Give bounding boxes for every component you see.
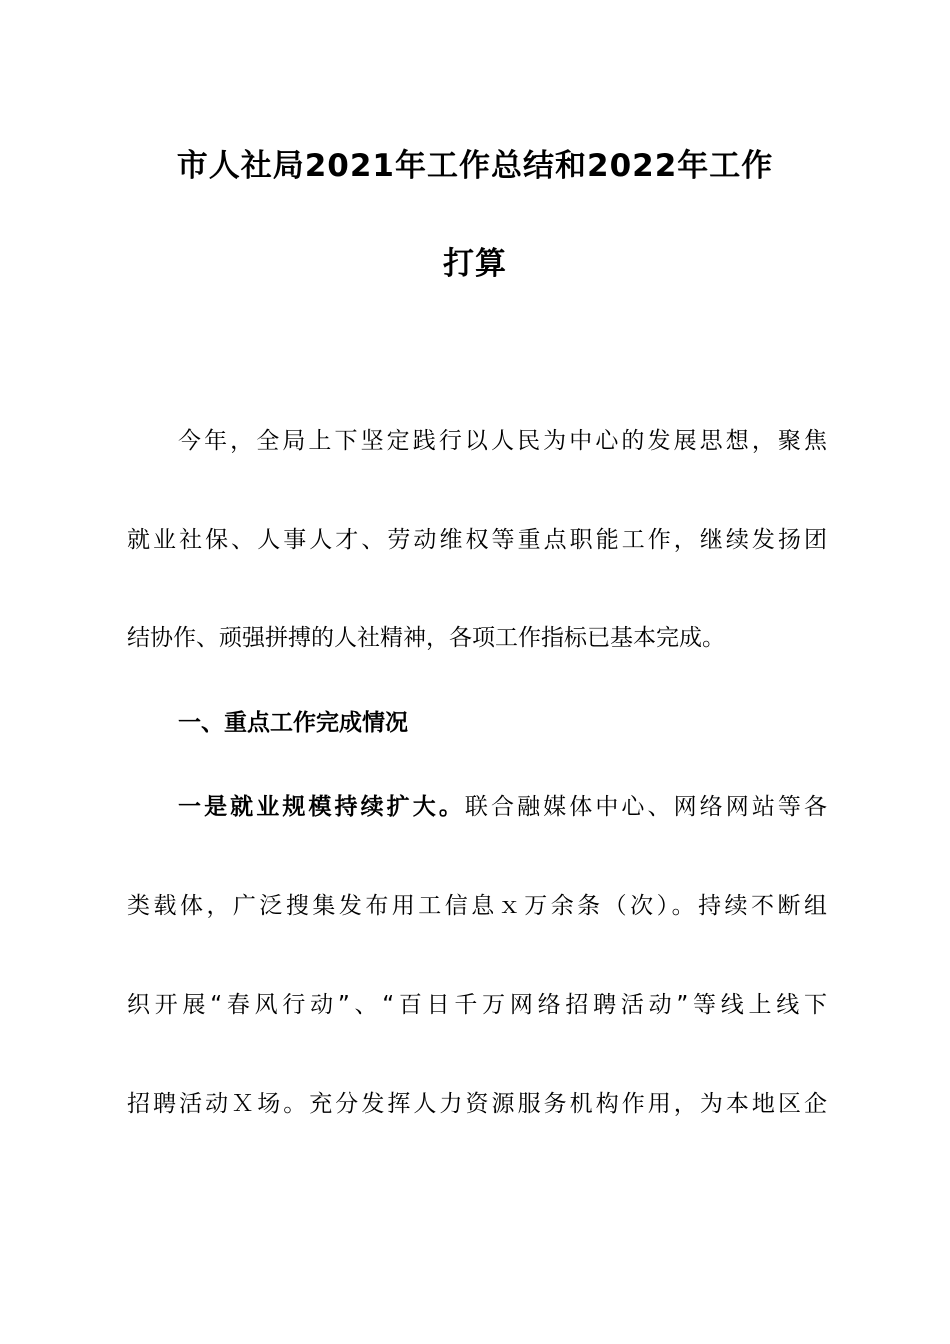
document-title-line-2: 打算 <box>443 246 507 282</box>
item-1-line-1 <box>178 790 827 824</box>
intro-line-1: 今年，全局上下坚定践行以人民为中心的发展思想，聚焦 <box>178 428 827 454</box>
document-title-line-1: 市人社局2021年工作总结和2022年工作 <box>176 148 774 184</box>
section-heading-1: 一、重点工作完成情况 <box>178 710 408 736</box>
item-1-line-1-rest: 联合融媒体中心、网络网站等各 <box>464 794 828 820</box>
intro-line-3: 结协作、顽强拼搏的人社精神，各项工作指标已基本完成。 <box>127 625 725 651</box>
item-1-lead: 一是就业规模持续扩大。 <box>178 794 465 820</box>
item-1-line-3: 织开展“春风行动”、“百日千万网络招聘活动”等线上线下 <box>127 992 827 1018</box>
item-1-line-2: 类载体，广泛搜集发布用工信息ｘ万余条（次）。持续不断组 <box>127 893 827 919</box>
intro-line-2: 就业社保、人事人才、劳动维权等重点职能工作，继续发扬团 <box>127 527 827 553</box>
item-1-line-4: 招聘活动Ｘ场。充分发挥人力资源服务机构作用，为本地区企 <box>127 1091 827 1117</box>
